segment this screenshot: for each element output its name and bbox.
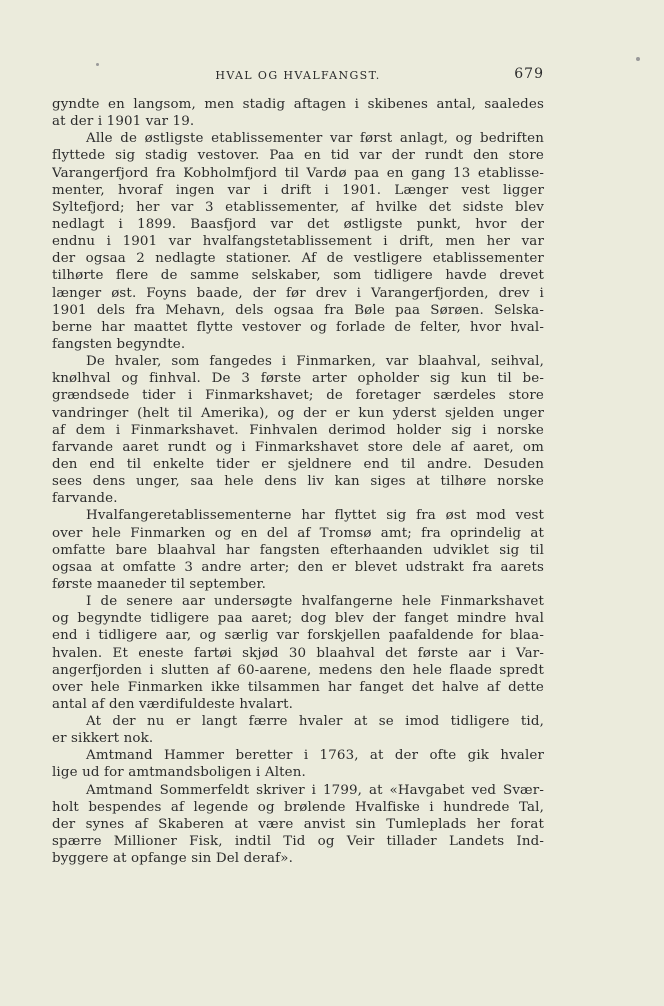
text-line: den end til enkelte tider er sjeldnere end til andre. Desuden [52, 456, 544, 472]
text-line: omfatte bare blaahval har fangsten efterhaanden udviklet sig til [52, 542, 544, 558]
text-line: Amtmand Sommerfeldt skriver i 1799, at «Havgabet ved Svær- [86, 782, 544, 798]
text-line: holt bespendes af legende og brølende Hvalfiske i hundrede Tal, [52, 799, 544, 815]
text-line: angerfjorden i slutten af 60-aarene, medens den hele flaade spredt [52, 662, 544, 678]
text-line: knølhval og finhval. De 3 første arter opholder sig kun til be- [52, 371, 544, 387]
text-line: Syltefjord; her var 3 etablissementer, af hvilke det sidste blev [52, 199, 544, 215]
text-line: byggere at opfange sin Del deraf». [52, 851, 293, 867]
running-header [52, 66, 544, 86]
text-line: gyndte en langsom, men stadig aftagen i skibenes antal, saaledes [52, 97, 544, 112]
text-line: Alle de østligste etablissementer var først anlagt, og bedriften [86, 131, 544, 147]
print-speck [636, 57, 640, 61]
text-line: sees dens unger, saa hele dens liv kan siges at tilhøre norske [52, 474, 544, 490]
text-line: ogsaa at omfatte 3 andre arter; den er blevet udstrakt fra aarets [52, 559, 544, 575]
text-line: der synes af Skaberen at være anvist sin Tumleplads her forat [52, 816, 544, 832]
text-line: og begyndte tidligere paa aaret; dog blev der fanget mindre hval [52, 611, 544, 627]
text-line: farvande. [52, 491, 118, 507]
text-line: At der nu er langt færre hvaler at se imod tidligere tid, [86, 714, 544, 730]
text-line: der ogsaa 2 nedlagte stationer. Af de vestligere etablissementer [52, 251, 544, 267]
text-line: De hvaler, som fangedes i Finmarken, var blaahval, seihval, [86, 354, 544, 370]
text-line: fangsten begyndte. [52, 336, 186, 352]
text-line: første maaneder til september. [52, 576, 266, 592]
text-line: end i tidligere aar, og særlig var forskjellen paafaldende for blaa- [52, 628, 544, 644]
text-line: af dem i Finmarkshavet. Finhvalen derimod holder sig i norske [52, 422, 544, 438]
text-line: vandringer (helt til Amerika), og der er kun yderst sjelden unger [52, 405, 544, 421]
text-line: er sikkert nok. [52, 731, 154, 747]
text-line: endnu i 1901 var hvalfangstetablissement i drift, men her var [52, 234, 544, 250]
text-line: nedlagt i 1899. Baasfjord var det østligste punkt, hvor der [52, 216, 544, 232]
text-line: at der i 1901 var 19. [52, 114, 195, 130]
text-line: hvalen. Et eneste fartøi skjød 30 blaahval det første aar i Var- [52, 645, 544, 661]
text-line: over hele Finmarken og en del af Tromsø amt; fra oprindelig at [52, 525, 544, 541]
body-text [52, 96, 544, 867]
text-line: tilhørte flere de samme selskaber, som tidligere havde drevet [52, 268, 544, 284]
page-title: HVAL OG HVALFANGST. [215, 69, 381, 82]
text-line: spærre Millioner Fisk, indtil Tid og Veir tillader Landets Ind- [52, 834, 544, 850]
text-line: Amtmand Hammer beretter i 1763, at der ofte gik hvaler [86, 748, 544, 764]
text-line: Varangerfjord fra Kobholmfjord til Vardø paa en gang 13 etablisse- [52, 165, 544, 181]
text-line: berne har maattet flytte vestover og forlade de felter, hvor hval- [52, 319, 544, 335]
text-line: menter, hvoraf ingen var i drift i 1901. Længer vest ligger [52, 182, 544, 198]
text-line: farvande aaret rundt og i Finmarkshavet store dele af aaret, om [52, 439, 544, 455]
text-line: grændsede tider i Finmarkshavet; de foretager særdeles store [52, 388, 544, 404]
text-line: I de senere aar undersøgte hvalfangerne hele Finmarkshavet [86, 594, 544, 610]
text-line: 1901 dels fra Mehavn, dels ogsaa fra Bøle paa Sørøen. Selska- [52, 302, 544, 318]
text-line: antal af den værdifuldeste hvalart. [52, 696, 294, 712]
text-line: lige ud for amtmandsboligen i Alten. [52, 765, 306, 781]
text-line: længer øst. Foyns baade, der før drev i Varangerfjorden, drev i [52, 285, 544, 301]
page-number: 679 [514, 66, 544, 82]
text-line: flyttede sig stadig vestover. Paa en tid var der rundt den store [52, 148, 544, 164]
text-line: Hvalfangeretablissementerne har flyttet sig fra øst mod vest [86, 508, 544, 524]
text-line: over hele Finmarken ikke tilsammen har fanget det halve af dette [52, 679, 544, 695]
